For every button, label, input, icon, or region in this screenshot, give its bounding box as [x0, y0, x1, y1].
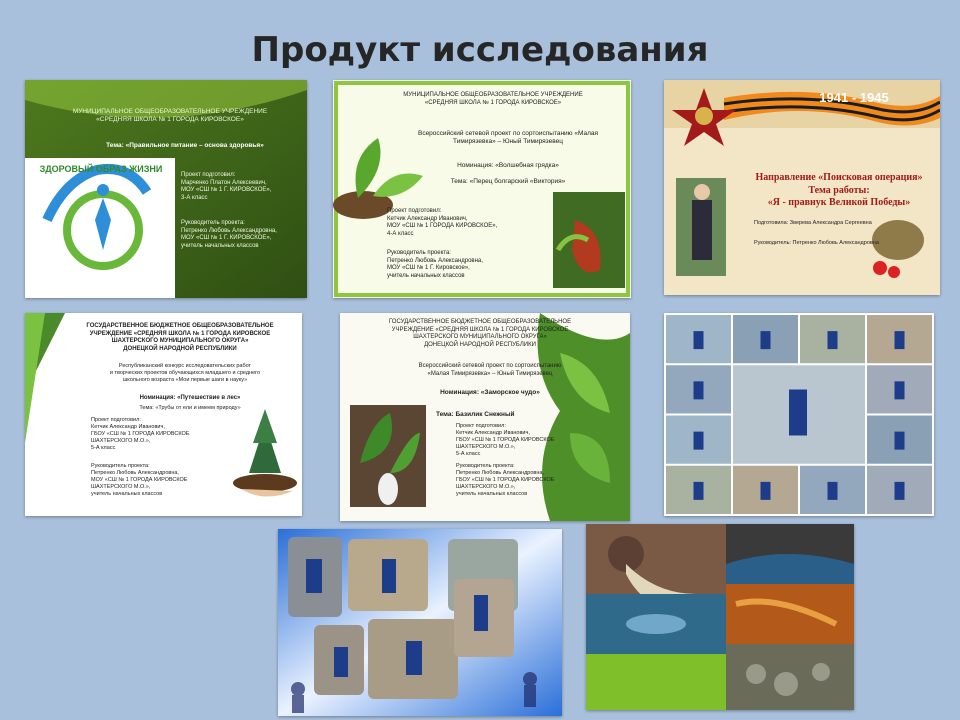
exercise-photo-figure — [828, 331, 838, 349]
card-pepper-theme: Тема: «Перец болгарский «Виктория» — [450, 178, 566, 185]
exercise-photo-figure — [895, 482, 905, 500]
card-exercise-photo-grid — [664, 313, 934, 516]
card-healthy-eating — [25, 80, 307, 298]
exercise-photo-figure — [694, 432, 704, 450]
card-pepper-project-line: Всероссийский сетевой проект по сортоиспытанию «Малая Тимирязевка» – Юный Тимирязевец — [417, 130, 599, 146]
card-pepper-leader: Руководитель проекта: Петренко Любовь Александровна, МОУ «СШ № 1 Г. Кировское», учитель начальных классов — [387, 250, 483, 279]
exercise-photo-figure — [761, 331, 771, 349]
card-forest-author: Проект подготовил: Кетчик Александр Иванович, ГБОУ «СШ № 1 ГОРОДА КИРОВСКОЕ ШАХТЕРСКОГО М.О.», 5-А класс — [91, 417, 190, 451]
card-basil-nomination: Номинация: «Заморское чудо» — [440, 389, 540, 396]
card-victory-author: Подготовила: Зверева Александра Сергеевна — [754, 220, 872, 226]
slide-title: Продукт исследования — [251, 30, 709, 70]
card-healthy-org: МУНИЦИПАЛЬНОЕ ОБЩЕОБРАЗОВАТЕЛЬНОЕ УЧРЕЖДЕНИЕ «СРЕДНЯЯ ШКОЛА № 1 ГОРОДА КИРОВСКОЕ» — [72, 108, 268, 124]
exercise-photo-figure — [895, 331, 905, 349]
card-basil-leader: Руководитель проекта: Петренко Любовь Александровна, ГБОУ «СШ № 1 ГОРОДА КИРОВСКОЕ ШАХТЕРСКОГО М.О.», учитель начальных классов — [456, 463, 555, 497]
card-pepper-org: МУНИЦИПАЛЬНОЕ ОБЩЕОБРАЗОВАТЕЛЬНОЕ УЧРЕЖДЕНИЕ «СРЕДНЯЯ ШКОЛА № 1 ГОРОДА КИРОВСКОЕ» — [403, 92, 583, 106]
card-basil-project — [340, 313, 630, 521]
card-forest-project — [25, 313, 302, 516]
card-basil-project-line: Всероссийский сетевой проект по сортоиспытанию «Малая Тимирязевка» – Юный Тимирязевец — [418, 363, 562, 377]
card-boy-collage — [278, 529, 562, 716]
card-pepper-author: Проект подготовил: Кетчик Александр Иванович, МОУ «СШ № 1 ГОРОДА КИРОВСКОЕ», 4-А класс — [387, 208, 498, 237]
ecology-collage-image — [586, 524, 854, 710]
card-ecology-collage — [586, 524, 854, 710]
card-forest-org: ГОСУДАРСТВЕННОЕ БЮДЖЕТНОЕ ОБЩЕОБРАЗОВАТЕЛЬНОЕ УЧРЕЖДЕНИЕ «СРЕДНЯЯ ШКОЛА № 1 ГОРОДА КИРОВСКОЕ ШАХТЕРСКОГО МУНИЦИПАЛЬНОГО ОКРУГА» ДОНЕЦКОЙ НАРОДНОЙ РЕСПУБЛИКИ — [86, 323, 274, 352]
card-healthy-author: Проект подготовил: Марченко Платон Алексеевич, МОУ «СШ № 1 Г. КИРОВСКОЕ», 3-А класс — [181, 172, 272, 201]
exercise-photo-figure — [694, 482, 704, 500]
exercise-photo-figure — [694, 381, 704, 399]
card-basil-theme: Тема: Базилик Снежный — [436, 411, 515, 418]
exercise-photo-main-figure — [789, 390, 807, 436]
card-victory-years: 1941 - 1945 — [819, 90, 889, 105]
card-healthy-theme: Тема: «Правильное питание – основа здоровья» — [106, 142, 264, 149]
exercise-photo-figure — [828, 482, 838, 500]
card-healthy-logo-text: ЗДОРОВЫЙ ОБРАЗ ЖИЗНИ — [39, 164, 163, 174]
card-forest-leader: Руководитель проекта: Петренко Любовь Александровна, МОУ «СШ № 1 ГОРОДА КИРОВСКОЕ ШАХТЕРСКОГО М.О.», учитель начальных классов — [91, 463, 188, 497]
card-victory-project — [664, 80, 940, 295]
exercise-photo-grid-image — [664, 313, 934, 516]
card-victory-leader: Руководитель: Петренко Любовь Александровна — [754, 240, 879, 246]
exercise-photo-figure — [895, 381, 905, 399]
exercise-photo-figure — [694, 331, 704, 349]
exercise-photo-figure — [895, 432, 905, 450]
card-pepper-nomination: Номинация: «Волшебная грядка» — [457, 162, 559, 169]
boy-collage-image — [278, 529, 562, 716]
card-pepper-project — [333, 80, 631, 298]
card-victory-direction: Направление «Поисковая операция» Тема работы: «Я - правнук Великой Победы» — [755, 172, 923, 208]
card-forest-nomination: Номинация: «Путешествие в лес» — [139, 395, 241, 401]
card-forest-contest: Республиканский конкурс исследовательских работ и творческих проектов обучающихся младшего и среднего школьного возраста «Мои первые шаги в науку» — [109, 363, 261, 383]
card-basil-author: Проект подготовил: Кетчик Александр Иванович, ГБОУ «СШ № 1 ГОРОДА КИРОВСКОЕ ШАХТЕРСКОГО М.О.», 5-А класс — [456, 423, 555, 457]
exercise-photo-figure — [761, 482, 771, 500]
card-healthy-leader: Руководитель проекта: Петренко Любовь Александровна, МОУ «СШ № 1 Г. КИРОВСКОЕ», учитель начальных классов — [181, 220, 277, 249]
card-forest-theme: Тема: «Трубы от ели и имеем природу» — [139, 405, 241, 411]
card-basil-org: ГОСУДАРСТВЕННОЕ БЮДЖЕТНОЕ ОБЩЕОБРАЗОВАТЕЛЬНОЕ УЧРЕЖДЕНИЕ «СРЕДНЯЯ ШКОЛА № 1 ГОРОДА КИРОВСКОЕ ШАХТЕРСКОГО МУНИЦИПАЛЬНОГО ОКРУГА» ДОНЕЦКОЙ НАРОДНОЙ РЕСПУБЛИКИ — [388, 319, 572, 348]
